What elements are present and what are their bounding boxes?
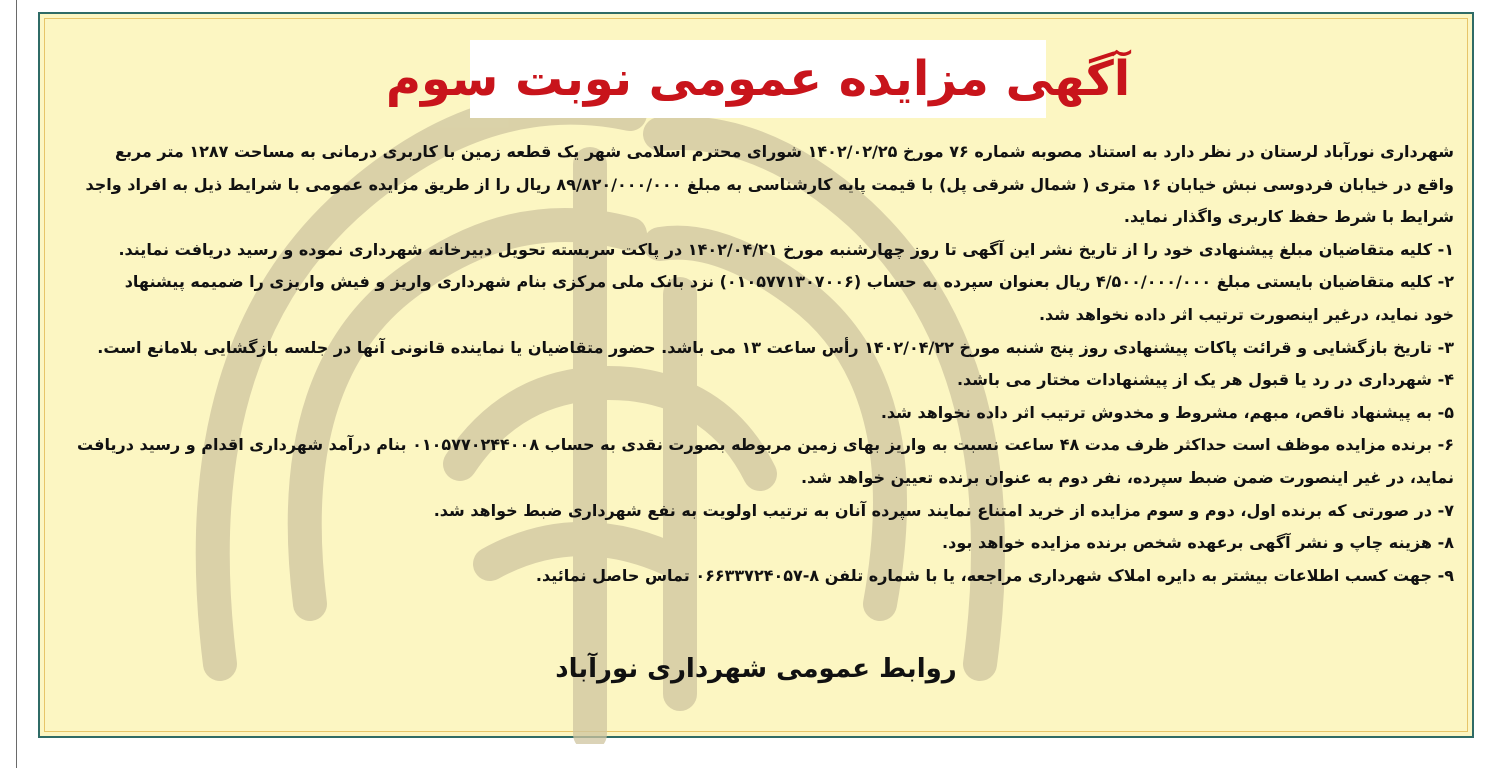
signature: روابط عمومی شهرداری نورآباد <box>555 654 957 684</box>
body-line: شهرداری نورآباد لرستان در نظر دارد به استناد مصوبه شماره ۷۶ مورخ ۱۴۰۲/۰۲/۲۵ شورای محترم اسلامی شهر یک قطعه زمین با کاربری درمانی به مساحت ۱۲۸۷ متر مربع <box>115 142 1454 161</box>
condition-6-continued: نماید، در غیر اینصورت ضمن ضبط سپرده، نفر دوم به عنوان برنده تعیین خواهد شد. <box>801 467 1454 487</box>
notice-title: آگهی مزایده عمومی نوبت سوم <box>385 51 1131 107</box>
body-line: واقع در خیابان فردوسی نبش خیابان ۱۶ متری ( شمال شرقی پل) با قیمت پایه کارشناسی به مبلغ ۸۹/۸۲۰/۰۰۰/۰۰۰ ریال را از طریق مزایده عمومی با شرایط ذیل به افراد واجد <box>85 174 1454 194</box>
notice-frame <box>38 12 1474 738</box>
condition-6: ۶- برنده مزایده موظف است حداکثر ظرف مدت ۴۸ ساعت نسبت به واریز بهای زمین مربوطه بصورت نقدی به حساب ۰۱۰۵۷۷۰۲۴۴۰۰۸ بنام درآمد شهرداری اقدام و رسید دریافت <box>77 435 1454 455</box>
condition-2-continued: خود نماید، درغیر اینصورت ترتیب اثر داده نخواهد شد. <box>1038 304 1454 324</box>
title-banner <box>385 40 1131 118</box>
condition-8: ۸- هزینه چاپ و نشر آگهی برعهده شخص برنده مزایده خواهد بود. <box>942 533 1454 553</box>
condition-9: ۹- جهت کسب اطلاعات بیشتر به دایره املاک شهرداری مراجعه، یا با شماره تلفن ۸-۰۶۶۳۳۷۲۴۰۵۷ تماس حاصل نمائید. <box>535 565 1454 585</box>
condition-5: ۵- به پیشنهاد ناقص، مبهم، مشروط و مخدوش ترتیب اثر داده نخواهد شد. <box>880 402 1454 422</box>
left-margin-rule <box>0 0 17 768</box>
body-line: شرایط با شرط حفظ کاربری واگذار نماید. <box>1123 207 1454 227</box>
condition-1: ۱- کلیه متقاضیان مبلغ پیشنهادی خود را از تاریخ نشر این آگهی تا روز چهارشنبه مورخ ۱۴۰۲/۰۴/۲۱ در پاکت سربسته تحویل دبیرخانه شهرداری نموده و رسید دریافت نمایند. <box>118 239 1454 259</box>
condition-4: ۴- شهرداری در رد یا قبول هر یک از پیشنهادات مختار می باشد. <box>956 370 1454 390</box>
condition-2: ۲- کلیه متقاضیان بایستی مبلغ ۴/۵۰۰/۰۰۰/۰۰۰ ریال بعنوان سپرده به حساب (۰۱۰۵۷۷۱۳۰۷۰۰۶) نزد بانک ملی مرکزی بنام شهرداری واریز و فیش واریزی را ضمیمه پیشنهاد <box>124 272 1454 292</box>
notice-body <box>62 136 1454 592</box>
condition-3: ۳- تاریخ بازگشایی و قرائت پاکات پیشنهادی روز پنج شنبه مورخ ۱۴۰۲/۰۴/۲۲ رأس ساعت ۱۳ می باشد. حضور متقاضیان یا نماینده قانونی آنها در جلسه بازگشایی بلامانع است. <box>97 337 1454 357</box>
condition-7: ۷- در صورتی که برنده اول، دوم و سوم مزایده از خرید امتناع نمایند سپرده آنان به ترتیب اولویت به نفع شهرداری ضبط خواهد شد. <box>433 500 1454 520</box>
